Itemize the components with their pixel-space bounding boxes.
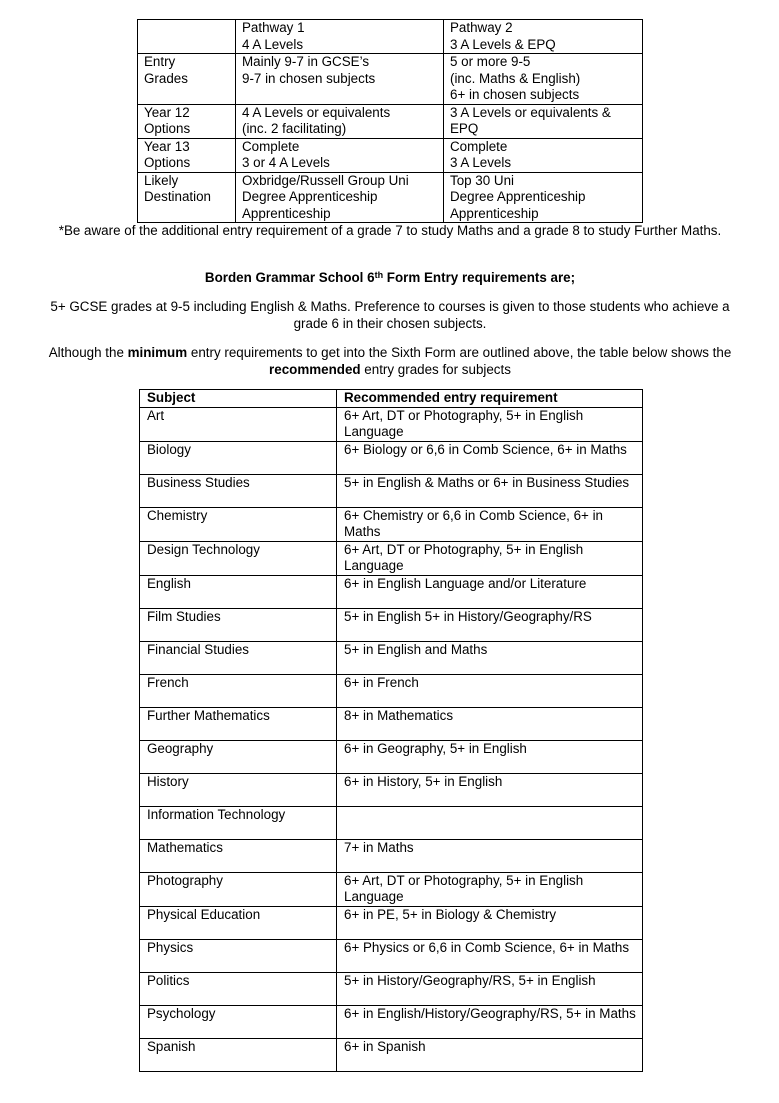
intro-text: entry grades for subjects [360, 361, 511, 377]
subject-row [140, 806, 643, 839]
subject-requirement-cell: 8+ in Mathematics [337, 707, 643, 740]
subject-requirement-cell: 6+ Art, DT or Photography, 5+ in English Language [337, 872, 643, 906]
subject-row [140, 407, 643, 441]
subject-name-cell: Design Technology [140, 541, 337, 575]
gcse-requirements-paragraph: 5+ GCSE grades at 9-5 including English & Maths. Preference to courses is given to those students who achieve a grade 6 in their chosen subjects. [50, 299, 730, 331]
subject-name-cell: Film Studies [140, 608, 337, 641]
subject-requirement-cell: 6+ in PE, 5+ in Biology & Chemistry [337, 906, 643, 939]
pathway-2-cell: 3 A Levels or equivalents & EPQ [444, 104, 643, 138]
subject-name-cell: Psychology [140, 1005, 337, 1038]
subject-requirement-cell: 6+ in Geography, 5+ in English [337, 740, 643, 773]
subject-row [140, 507, 643, 541]
intro-emphasis-recommended: recommended [269, 361, 361, 377]
pathway-1-cell: Complete 3 or 4 A Levels [236, 138, 444, 172]
heading-superscript: th [374, 270, 384, 280]
subject-requirement-cell [337, 806, 643, 839]
entry-grades-row [138, 54, 643, 105]
intro-text: entry requirements to get into the Sixth Form are outlined above, the table below shows the [187, 345, 732, 360]
subject-requirement-cell: 6+ Art, DT or Photography, 5+ in English Language [337, 407, 643, 441]
subject-name-cell: Chemistry [140, 507, 337, 541]
intro-emphasis-minimum: minimum [127, 345, 188, 360]
entry-requirements-heading [40, 270, 740, 287]
subject-name-cell: Information Technology [140, 806, 337, 839]
subject-name-cell: Biology [140, 441, 337, 474]
subject-requirement-cell: 6+ in History, 5+ in English [337, 773, 643, 806]
subject-requirement-cell: 5+ in History/Geography/RS, 5+ in English [337, 972, 643, 1005]
pathway-2-cell: Complete 3 A Levels [444, 138, 643, 172]
subject-row [140, 839, 643, 872]
pathway-1-header: Pathway 1 4 A Levels [236, 20, 444, 54]
subject-requirement-cell: 6+ in French [337, 674, 643, 707]
subject-row [140, 707, 643, 740]
subject-row [140, 1038, 643, 1071]
subject-name-cell: Politics [140, 972, 337, 1005]
heading-text-end: Form Entry requirements are; [383, 270, 576, 285]
subject-row [140, 1005, 643, 1038]
subject-name-cell: French [140, 674, 337, 707]
subject-name-cell: Spanish [140, 1038, 337, 1071]
subject-row [140, 608, 643, 641]
subject-name-cell: Financial Studies [140, 641, 337, 674]
subject-requirement-cell: 5+ in English & Maths or 6+ in Business Studies [337, 474, 643, 507]
subject-requirement-cell: 6+ in English Language and/or Literature [337, 575, 643, 608]
subject-column-header: Subject [140, 390, 337, 408]
row-label: Year 12 Options [138, 104, 236, 138]
pathway-header-row [138, 20, 643, 54]
subject-row [140, 906, 643, 939]
subject-row [140, 773, 643, 806]
subject-requirement-cell: 6+ in English/History/Geography/RS, 5+ in Maths [337, 1005, 643, 1038]
pathway-table [137, 19, 643, 223]
likely-destination-row [138, 172, 643, 223]
year-12-options-row [138, 104, 643, 138]
intro-text: Although the [48, 345, 128, 360]
row-label: Year 13 Options [138, 138, 236, 172]
subject-requirement-cell: 5+ in English 5+ in History/Geography/RS [337, 608, 643, 641]
pathway-2-header: Pathway 2 3 A Levels & EPQ [444, 20, 643, 54]
subject-requirement-cell: 6+ Art, DT or Photography, 5+ in English Language [337, 541, 643, 575]
subject-row [140, 972, 643, 1005]
subjects-table-body [140, 390, 643, 1072]
subject-requirement-cell: 6+ Physics or 6,6 in Comb Science, 6+ in Maths [337, 939, 643, 972]
pathway-2-cell: Top 30 Uni Degree Apprenticeship Apprenticeship [444, 172, 643, 223]
subject-name-cell: English [140, 575, 337, 608]
subject-row [140, 441, 643, 474]
requirement-column-header: Recommended entry requirement [337, 390, 643, 408]
subject-row [140, 674, 643, 707]
subject-requirement-cell: 6+ Biology or 6,6 in Comb Science, 6+ in Maths [337, 441, 643, 474]
subjects-table [139, 389, 643, 1072]
subject-row [140, 541, 643, 575]
maths-entry-note: *Be aware of the additional entry requirement of a grade 7 to study Maths and a grade 8 to study Further Maths. [58, 223, 722, 238]
recommended-grades-intro [40, 345, 740, 378]
subject-name-cell: Further Mathematics [140, 707, 337, 740]
subject-requirement-cell: 5+ in English and Maths [337, 641, 643, 674]
subject-name-cell: Physical Education [140, 906, 337, 939]
subject-name-cell: Geography [140, 740, 337, 773]
pathway-header-cell [138, 20, 236, 54]
subject-row [140, 474, 643, 507]
subject-row [140, 740, 643, 773]
subject-name-cell: Mathematics [140, 839, 337, 872]
pathway-1-cell: 4 A Levels or equivalents (inc. 2 facilitating) [236, 104, 444, 138]
subject-requirement-cell: 6+ Chemistry or 6,6 in Comb Science, 6+ in Maths [337, 507, 643, 541]
subject-requirement-cell: 7+ in Maths [337, 839, 643, 872]
subject-row [140, 575, 643, 608]
subject-name-cell: Business Studies [140, 474, 337, 507]
subject-requirement-cell: 6+ in Spanish [337, 1038, 643, 1071]
year-13-options-row [138, 138, 643, 172]
subject-name-cell: Art [140, 407, 337, 441]
subject-row [140, 872, 643, 906]
subject-row [140, 641, 643, 674]
subject-name-cell: History [140, 773, 337, 806]
subject-name-cell: Physics [140, 939, 337, 972]
row-label: Entry Grades [138, 54, 236, 105]
pathway-1-cell: Mainly 9-7 in GCSE’s 9-7 in chosen subjects [236, 54, 444, 105]
pathway-2-cell: 5 or more 9-5 (inc. Maths & English) 6+ in chosen subjects [444, 54, 643, 105]
row-label: Likely Destination [138, 172, 236, 223]
subjects-header-row [140, 390, 643, 408]
subject-row [140, 939, 643, 972]
heading-text: Borden Grammar School 6 [204, 270, 375, 285]
pathway-1-cell: Oxbridge/Russell Group Uni Degree Apprenticeship Apprenticeship [236, 172, 444, 223]
subject-name-cell: Photography [140, 872, 337, 906]
